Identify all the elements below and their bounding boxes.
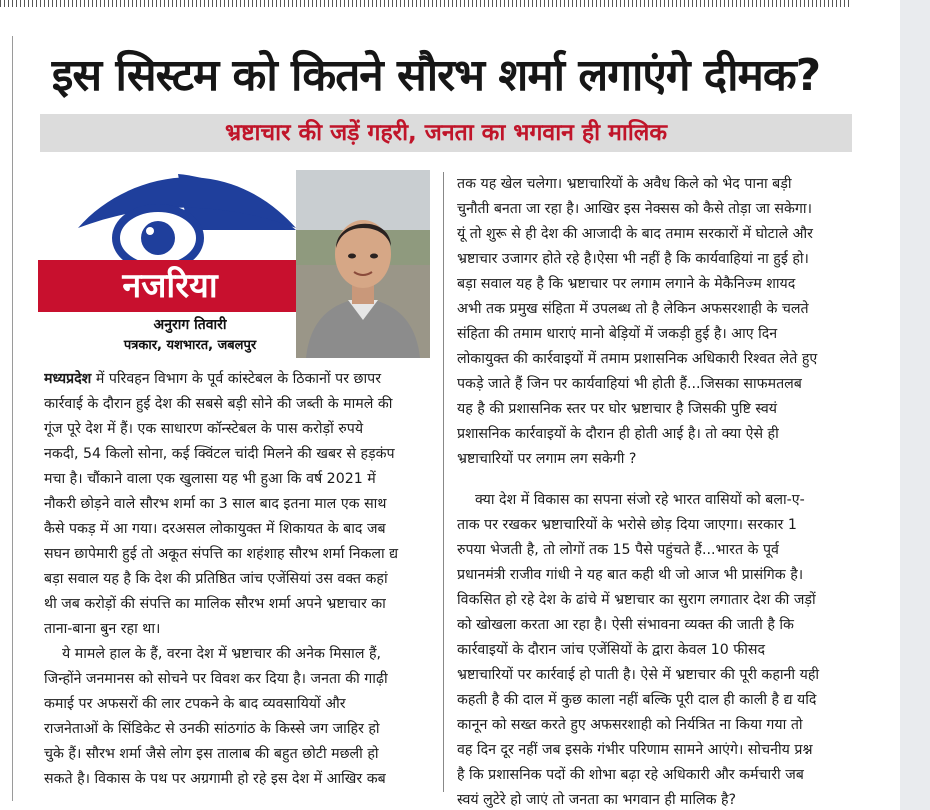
- paragraph-line: कैसे पकड़ में आ गया। दरअसल लोकायुक्त में शिकायत के बाद जब: [44, 521, 386, 537]
- paragraph-line: थी जब करोड़ों की संपत्ति का मालिक सौरभ शर्मा अपने भ्रष्टाचार का: [44, 596, 386, 612]
- paragraph-line: भ्रष्टाचारियों पर कार्रवाई हो पाती है। ऐसे में भ्रष्टाचार की पूरी कहानी यही: [457, 667, 820, 683]
- paragraph-line: भ्रष्टाचार उजागर होते रहे है।ऐसा भी नहीं है कि कार्यवाहियां ना हुई हो।: [457, 251, 809, 267]
- paragraph-line: संहिता की तमाम धाराएं मानो बेड़ियों में जकड़ी हुई है। आए दिन: [457, 326, 778, 342]
- paragraph-line: रुपया भेजती है, तो लोगों तक 15 पैसे पहुंचते हैं...भारत के पूर्व: [457, 542, 779, 558]
- paragraph-line: चुके हैं। सौरभ शर्मा जैसे लोग इस तालाब की बहुत छोटी मछली हो: [44, 746, 379, 762]
- eye-icon: [38, 168, 296, 268]
- paragraph-line: कहती है की दाल में कुछ काला नहीं बल्कि पूरी दाल ही काली है द्य यदि: [457, 692, 817, 708]
- paragraph-line: राजनेताओं के सिंडिकेट से उनकी सांठगांठ के किस्से जग जाहिर हो: [44, 721, 380, 737]
- paragraph-line: विकसित हो रहे देश के ढांचे में भ्रष्टाचार का सुराग लगातार देश की जड़ों: [457, 592, 816, 608]
- column-divider: [443, 172, 444, 792]
- top-print-rule: [0, 0, 850, 7]
- paragraph-line: वह दिन दूर नहीं जब इसके गंभीर परिणाम सामने आएंगे। सोचनीय प्रश्न: [457, 742, 813, 758]
- author-photo: [296, 170, 430, 358]
- paragraph-line: अभी तक प्रमुख संहिता में उपलब्ध तो है लेकिन अफसरशाही के चलते: [457, 301, 809, 317]
- paragraph-line: स्वयं लुटेरे हो जाएं तो जनता का भगवान ही मालिक है?: [457, 792, 737, 808]
- left-column-rule: [12, 36, 13, 801]
- paragraph-line: कार्रवाई के दौरान हुई देश की सबसे बड़ी सोने की जब्ती के मामले की: [44, 396, 393, 412]
- article-subheadline: भ्रष्टाचार की जड़ें गहरी, जनता का भगवान ही मालिक: [40, 114, 852, 152]
- author-role: पत्रकार, यशभारत, जबलपुर: [123, 338, 257, 353]
- page-edge-shade: [900, 0, 930, 810]
- paragraph-line: बड़ा सवाल यह है कि भ्रष्टाचार पर लगाम लगाने के मेकैनिज्म शायद: [457, 276, 796, 292]
- paragraph-line: कमाई पर अफसरों की लार टपकने के बाद व्यवसायियों और: [44, 696, 346, 712]
- paragraph-line: पकड़े जाते हैं जिन पर कार्यवाहियां भी होती हैं...जिसका साफमतलब: [457, 376, 802, 392]
- paragraph-line: प्रशासनिक कार्रवाइयों के दौरान ही होती आई है। तो क्या ऐसे ही: [457, 426, 779, 442]
- lead-word: मध्यप्रदेश: [44, 371, 92, 387]
- article-headline: इस सिस्टम को कितने सौरभ शर्मा लगाएंगे दीमक?: [51, 50, 821, 101]
- paragraph-line: कार्रवाइयों के दौरान जांच एजेंसियों के द्वारा केवल 10 फीसद: [457, 642, 766, 658]
- column-label: नजरिया: [122, 266, 218, 306]
- paragraph-line: ये मामले हाल के हैं, वरना देश में भ्रष्टाचार की अनेक मिसाल हैं,: [44, 646, 382, 662]
- paragraph-line: भ्रष्टाचारियों पर लगाम लग सकेगी ?: [457, 451, 637, 467]
- paragraph-line: मचा है। चौंकाने वाला एक खुलासा यह भी हुआ कि वर्ष 2021 में: [44, 471, 376, 487]
- paragraph-line: ताना-बाना बुन रहा था।: [44, 621, 161, 637]
- author-byline: [88, 314, 292, 356]
- paragraph-line: प्रधानमंत्री राजीव गांधी ने यह बात कही थी जो आज भी प्रासंगिक है।: [457, 567, 804, 583]
- paragraph-line: नकदी, 54 किलो सोना, कई क्विंटल चांदी मिलने की खबर से हड़कंप: [44, 446, 395, 462]
- author-photo-illustration: [296, 170, 430, 358]
- paragraph-line: चुनौती बनता जा रहा है। आखिर इस नेक्सस को कैसे तोड़ा जा सकेगा।: [457, 201, 812, 217]
- paragraph-line: यूं तो शुरू से ही देश की आजादी के बाद तमाम सरकारों में घोटाले और: [457, 226, 813, 242]
- paragraph-line: सघन छापेमारी हुई तो अकूत संपत्ति का शहंशाह सौरभ शर्मा निकला द्य: [44, 546, 399, 562]
- paragraph-line: ताक पर रखकर भ्रष्टाचारियों के भरोसे छोड़ दिया जाएगा। सरकार 1: [457, 517, 797, 533]
- paragraph-line: यह है की प्रशासनिक स्तर पर घोर भ्रष्टाचार है जिसकी पुष्टि स्वयं: [457, 401, 778, 417]
- paragraph-line: कानून को सख्त करते हुए अफसरशाही को निर्यत्रित ना किया गया तो: [457, 717, 803, 733]
- paragraph-line: जिन्होंने जनमानस को सोचने पर विवश कर दिया है। जनता की गाढ़ी: [44, 671, 388, 687]
- paragraph-line: सकते है। विकास के पथ पर अग्रगामी हो रहे इस देश में आखिर कब: [44, 771, 386, 787]
- author-name: अनुराग तिवारी: [153, 317, 227, 333]
- paragraph-line: को खोखला करता आ रहा है। ऐसी संभावना व्यक्त की जाती है कि: [457, 617, 794, 633]
- paragraph-line: बड़ा सवाल यह है कि देश की प्रतिष्ठित जांच एजेंसियां उस वक्त कहां: [44, 571, 388, 587]
- paragraph-line: तक यह खेल चलेगा। भ्रष्टाचारियों के अवैध किले को भेद पाना बड़ी: [457, 176, 792, 192]
- paragraph-line: है कि प्रशासनिक पदों की शोभा बढ़ा रहे अधिकारी और कर्मचारी जब: [457, 767, 804, 783]
- paragraph-line: नौकरी छोड़ने वाले सौरभ शर्मा का 3 साल बाद इतना माल एक साथ: [44, 496, 387, 512]
- paragraph-line: क्या देश में विकास का सपना संजो रहे भारत वासियों को बला-ए-: [457, 492, 805, 508]
- paragraph-line: गूंज पूरे देश में हैं। एक साधारण कॉन्स्टेबल के पास करोड़ों रुपये: [44, 421, 364, 437]
- paragraph-line: मध्यप्रदेश में परिवहन विभाग के पूर्व कांस्टेबल के ठिकानों पर छापर: [44, 371, 382, 387]
- paragraph-line: लोकायुक्त की कार्रवाइयों में तमाम प्रशासनिक अधिकारी रिश्वत लेते हुए: [457, 351, 818, 367]
